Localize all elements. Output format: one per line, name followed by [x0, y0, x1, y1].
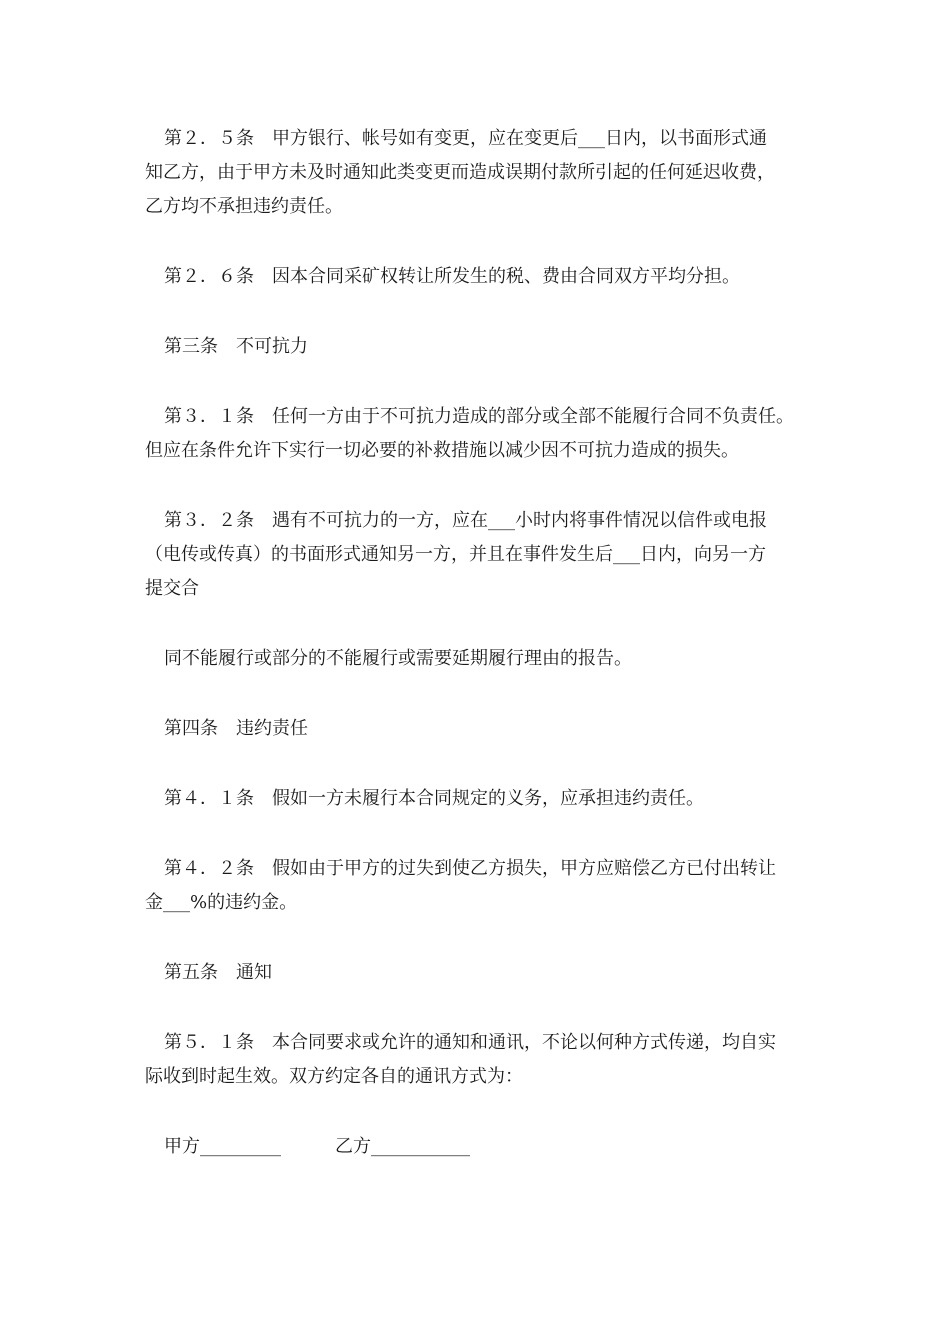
clause-3-2	[145, 504, 820, 606]
text-line: 提交合	[145, 578, 199, 599]
text-line: 第２．５条 甲方银行、帐号如有变更，应在变更后___日内，以书面形式通	[164, 128, 767, 149]
clause-3-2-continued	[145, 642, 820, 676]
party-blanks: 甲方_________ 乙方___________	[164, 1136, 470, 1157]
section-heading: 第五条 通知	[164, 962, 272, 983]
section-heading: 第四条 违约责任	[164, 718, 308, 739]
text-line: 第４．２条 假如由于甲方的过失到使乙方损失，甲方应赔偿乙方已付出转让	[164, 858, 776, 879]
document-page	[145, 122, 820, 1200]
clause-4-2	[145, 852, 820, 920]
text-line: 第２．６条 因本合同采矿权转让所发生的税、费由合同双方平均分担。	[164, 266, 740, 287]
clause-4-1	[145, 782, 820, 816]
section-heading-notice	[145, 956, 820, 990]
text-line: 乙方均不承担违约责任。	[145, 196, 343, 217]
text-line: 第３．２条 遇有不可抗力的一方，应在___小时内将事件情况以信件或电报	[164, 510, 767, 531]
section-heading-force-majeure	[145, 330, 820, 364]
text-line: 但应在条件允许下实行一切必要的补救措施以减少因不可抗力造成的损失。	[145, 440, 739, 461]
section-heading: 第三条 不可抗力	[164, 336, 308, 357]
contact-fields	[145, 1130, 820, 1164]
text-line: 际收到时起生效。双方约定各自的通讯方式为：	[145, 1066, 523, 1087]
text-line: 第４．１条 假如一方未履行本合同规定的义务，应承担违约责任。	[164, 788, 704, 809]
section-heading-liability	[145, 712, 820, 746]
text-line: （电传或传真）的书面形式通知另一方，并且在事件发生后___日内，向另一方	[145, 544, 766, 565]
text-line: 第５．１条 本合同要求或允许的通知和通讯，不论以何种方式传递，均自实	[164, 1032, 776, 1053]
text-line: 同不能履行或部分的不能履行或需要延期履行理由的报告。	[164, 648, 632, 669]
clause-3-1	[145, 400, 820, 468]
clause-2-5	[145, 122, 820, 224]
text-line: 知乙方，由于甲方未及时通知此类变更而造成误期付款所引起的任何延迟收费，	[145, 162, 775, 183]
clause-2-6	[145, 260, 820, 294]
text-line: 金___%的违约金。	[145, 892, 298, 913]
text-line: 第３．１条 任何一方由于不可抗力造成的部分或全部不能履行合同不负责任。	[164, 406, 794, 427]
clause-5-1	[145, 1026, 820, 1094]
